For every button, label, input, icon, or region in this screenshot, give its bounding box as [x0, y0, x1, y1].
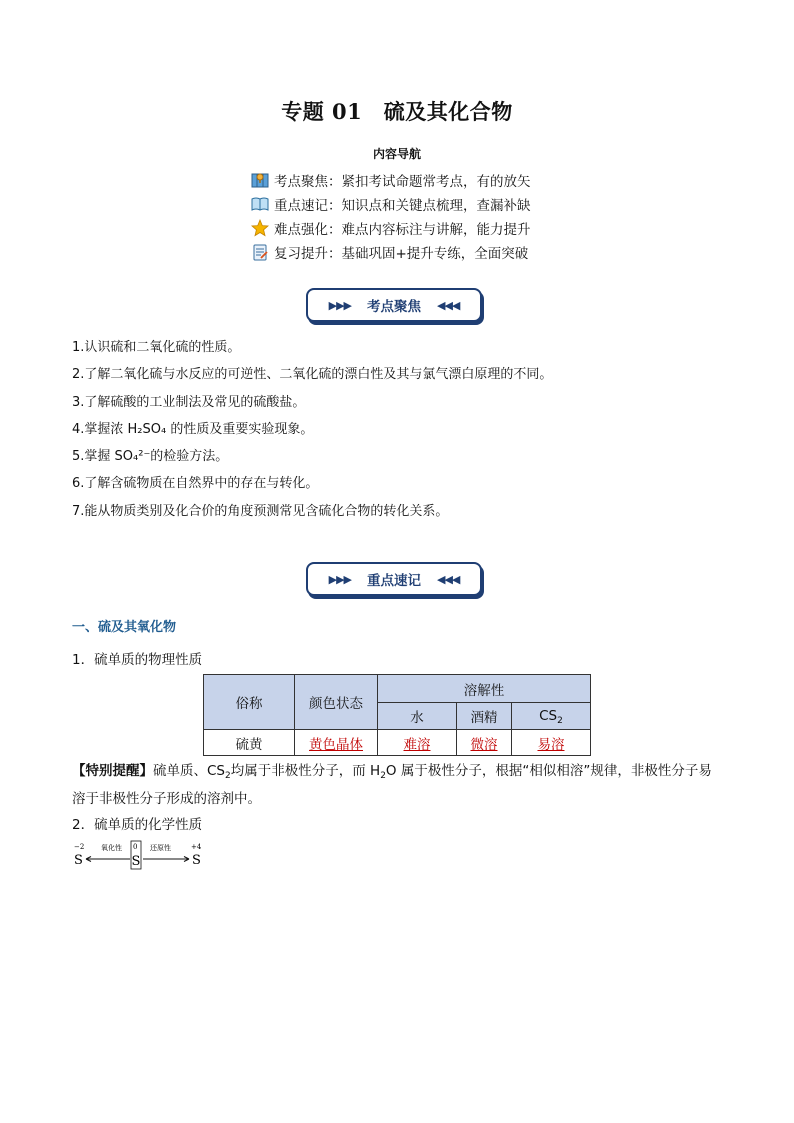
banner-label: 重点速记	[367, 573, 421, 589]
nav-item-focus	[251, 168, 531, 192]
charge-right: +4	[191, 843, 202, 851]
header-color-state: 颜色状态	[295, 675, 378, 730]
map-icon	[251, 171, 269, 189]
species-center: S	[131, 854, 141, 869]
banner-focus	[306, 288, 482, 322]
species-right: S	[192, 853, 201, 868]
nav-heading: 内容导航	[372, 147, 421, 161]
subsection-chemical: 2．硫单质的化学性质	[72, 817, 203, 833]
charge-left: −2	[74, 843, 85, 851]
cell-cs2: 易溶	[512, 730, 591, 756]
arrow-right-icon: ▶▶▶	[328, 298, 351, 312]
cell-color-state: 黄色晶体	[295, 730, 378, 756]
header-cs2: $CS_2$	[512, 703, 591, 730]
cell-alcohol: 微溶	[457, 730, 512, 756]
section-heading: 一、硫及其氧化物	[72, 620, 177, 635]
nav-list	[251, 168, 531, 264]
arrow-label-reducing: 还原性	[150, 844, 171, 852]
page-title: 专题 01 硫及其化合物	[281, 99, 513, 124]
objective-item: 4.掌握浓 H₂SO₄ 的性质及重要实验现象。	[72, 421, 314, 437]
arrow-right-icon: ▶▶▶	[328, 572, 351, 586]
header-alcohol: 酒精	[457, 703, 512, 730]
objectives-list	[72, 338, 552, 529]
special-reminder: 【特别提醒】硫单质、$CS_2$均属于非极性分子，而 $H_2O$ 属于极性分子，根据“相似相溶”规律，非极性分子易溶于非极性分子形成的溶剂中。	[72, 763, 712, 807]
nav-item-difficult	[251, 216, 531, 240]
physical-properties-table	[203, 674, 591, 756]
species-left: S	[74, 853, 83, 868]
arrow-label-oxidizing: 氧化性	[101, 844, 122, 852]
subsection-physical: 1．硫单质的物理性质	[72, 652, 203, 668]
header-solubility: 溶解性	[378, 675, 591, 703]
star-icon	[251, 219, 269, 237]
nav-item-notes	[251, 192, 531, 216]
nav-item-label: 考点聚焦：紧扣考试命题常考点，有的放矢	[274, 174, 531, 190]
header-name: 俗称	[204, 675, 295, 730]
header-water: 水	[378, 703, 457, 730]
objective-item: 5.掌握 SO₄²⁻的检验方法。	[72, 449, 229, 465]
book-icon	[251, 195, 269, 213]
objective-item: 1.认识硫和二氧化硫的性质。	[72, 340, 241, 355]
charge-center: 0	[133, 843, 138, 851]
nav-item-label: 重点速记：知识点和关键点梳理，查漏补缺	[274, 198, 531, 214]
banner-label: 考点聚焦	[367, 299, 421, 315]
sulfur-redox-diagram	[72, 840, 212, 870]
objective-item: 6.了解含硫物质在自然界中的存在与转化。	[72, 476, 319, 492]
checklist-icon	[251, 243, 269, 261]
nav-item-label: 复习提升：基础巩固+提升专练，全面突破	[274, 246, 529, 262]
objective-item: 3.了解硫酸的工业制法及常见的硫酸盐。	[72, 394, 306, 410]
objective-item: 2.了解二氧化硫与水反应的可逆性、二氧化硫的漂白性及其与氯气漂白原理的不同。	[72, 367, 553, 383]
nav-item-label: 难点强化：难点内容标注与讲解，能力提升	[274, 222, 531, 238]
cell-name: 硫黄	[204, 730, 295, 756]
arrow-left-icon: ◀◀◀	[437, 572, 460, 586]
arrow-left-icon: ◀◀◀	[437, 298, 460, 312]
banner-notes	[306, 562, 482, 596]
cell-water: 难溶	[378, 730, 457, 756]
objective-item: 7.能从物质类别及化合价的角度预测常见含硫化合物的转化关系。	[72, 503, 449, 519]
nav-item-review	[251, 240, 531, 264]
